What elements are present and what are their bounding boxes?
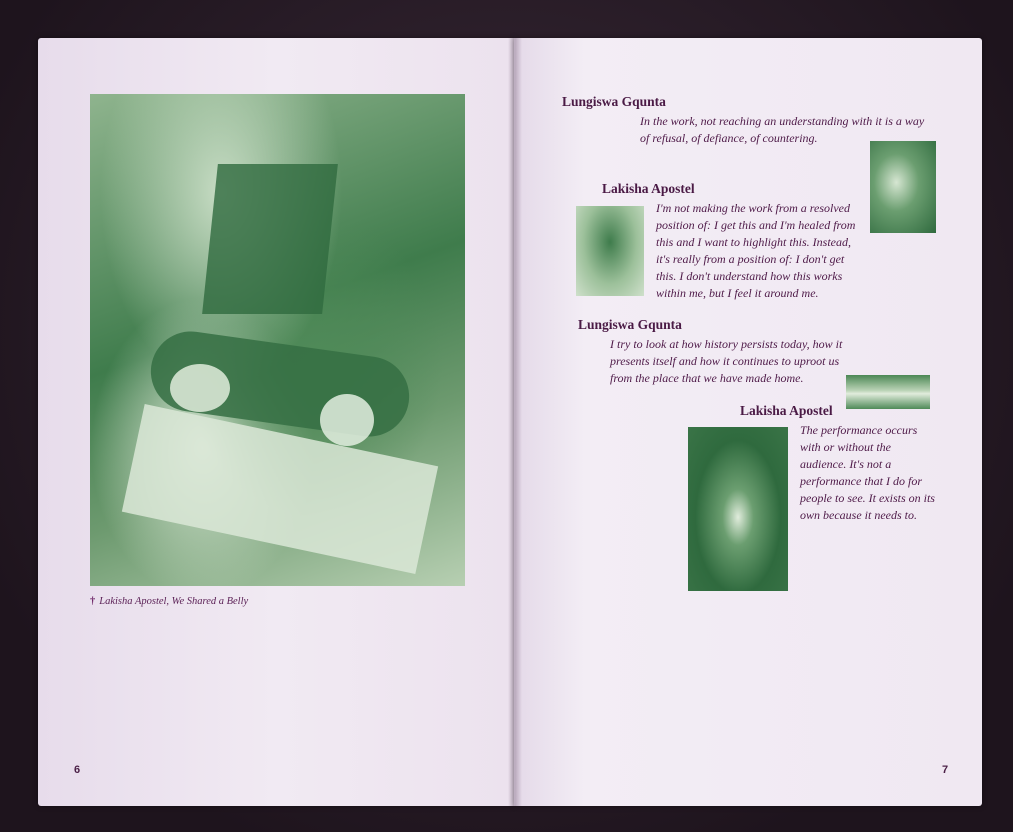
main-photo-performance [90, 94, 465, 586]
page-number-right: 7 [942, 764, 949, 776]
speaker-name: Lungiswa Gqunta [578, 317, 682, 332]
quote-text: The performance occurs with or without the audience. It's not a performance that I do for people to see. It exists on its own because it needs to. [800, 423, 935, 522]
open-booklet [38, 38, 982, 806]
thumbnail-photo [870, 141, 936, 233]
speaker-name: Lungiswa Gqunta [562, 94, 666, 109]
speaker-name: Lakisha Apostel [602, 181, 695, 196]
photo-caption [90, 596, 248, 607]
left-page [38, 38, 514, 806]
thumbnail-photo [846, 375, 930, 409]
book-gutter [508, 38, 522, 806]
speaker-name: Lakisha Apostel [740, 403, 833, 418]
caption-marker: † [90, 596, 96, 607]
quote-text: I'm not making the work from a resolved position of: I get this and I'm healed from this and I want to highlight this. Instead, it's really from a position of: I don't get this. I don't understand how this works within me, but I feel it around me. [656, 201, 856, 300]
right-page [514, 38, 982, 806]
thumbnail-photo [576, 206, 644, 296]
quote-text: I try to look at how history persists today, how it presents itself and how it continues to uproot us from the place that we have made home. [610, 337, 843, 385]
caption-text: Lakisha Apostel, We Shared a Belly [99, 596, 249, 607]
quote-text: In the work, not reaching an understanding with it is a way of refusal, of defiance, of countering. [640, 114, 925, 145]
page-number-left: 6 [74, 764, 81, 776]
thumbnail-photo [688, 427, 788, 591]
